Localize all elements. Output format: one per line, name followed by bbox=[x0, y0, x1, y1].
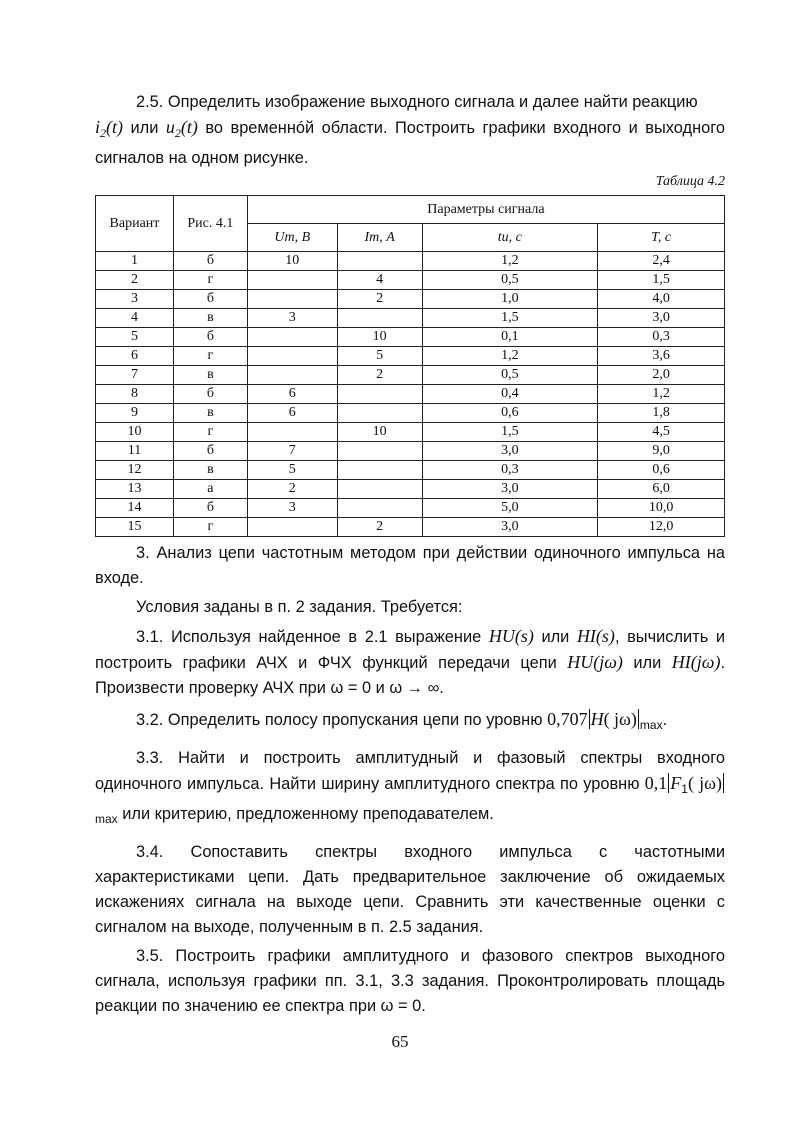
table-row bbox=[96, 347, 725, 366]
table-cell: б bbox=[173, 385, 247, 404]
table-cell bbox=[247, 271, 337, 290]
text: . Произвести проверку АЧХ при ω = 0 и ω → ∞. bbox=[95, 654, 726, 697]
formula-h: H bbox=[590, 709, 604, 729]
paragraph-3-2 bbox=[95, 707, 725, 738]
table-cell: 1,8 bbox=[598, 404, 725, 423]
abs-bar bbox=[638, 709, 639, 729]
table-row bbox=[96, 480, 725, 499]
table-cell: 5,0 bbox=[422, 499, 598, 518]
table-cell: 0,3 bbox=[422, 461, 598, 480]
table-cell bbox=[337, 309, 422, 328]
table-cell: 0,1 bbox=[422, 328, 598, 347]
table-cell bbox=[247, 423, 337, 442]
formula-hu-s: HU(s) bbox=[488, 626, 534, 646]
table-cell: 1 bbox=[96, 252, 174, 271]
table-cell: 3,6 bbox=[598, 347, 725, 366]
header-fig: Рис. 4.1 bbox=[173, 196, 247, 252]
table-cell: г bbox=[173, 347, 247, 366]
table-cell: в bbox=[173, 366, 247, 385]
level-value: 0,1 bbox=[644, 773, 668, 793]
table-cell: 0,6 bbox=[422, 404, 598, 423]
table-cell: б bbox=[173, 442, 247, 461]
table-row bbox=[96, 518, 725, 537]
table-cell: 1,2 bbox=[598, 385, 725, 404]
table-cell: 15 bbox=[96, 518, 174, 537]
table-cell bbox=[337, 252, 422, 271]
formula-hi-jw: HI(jω) bbox=[671, 652, 721, 672]
u2-symbol bbox=[165, 117, 198, 140]
table-cell: 2 bbox=[247, 480, 337, 499]
table-body bbox=[96, 252, 725, 537]
text: 3.2. Определить полосу пропускания цепи по уровню bbox=[136, 711, 543, 729]
paragraph-3-5: 3.5. Построить графики амплитудного и фазового спектров выходного сигнала, используя графики пп. 3.1, 3.3 задания. Проконтролировать площадь реакции по значению ее спектра при ω = 0. bbox=[95, 947, 725, 1015]
table-cell bbox=[247, 366, 337, 385]
u-sub: 2 bbox=[174, 126, 181, 140]
table-cell: 1,5 bbox=[422, 423, 598, 442]
table-cell: 0,3 bbox=[598, 328, 725, 347]
table-cell: г bbox=[173, 423, 247, 442]
table-row bbox=[96, 366, 725, 385]
table-cell: 12,0 bbox=[598, 518, 725, 537]
page-number: 65 bbox=[391, 1032, 409, 1051]
table-cell: 6 bbox=[247, 404, 337, 423]
text: 2.5. Определить изображение выходного сигнала и далее найти реакцию bbox=[136, 93, 698, 111]
table-row bbox=[96, 404, 725, 423]
header-params: Параметры сигнала bbox=[247, 196, 724, 224]
table-cell: в bbox=[173, 309, 247, 328]
table-cell: 3,0 bbox=[422, 518, 598, 537]
text: или критерию, предложенному преподавателем. bbox=[122, 805, 494, 823]
formula-arg: ( jω) bbox=[687, 773, 722, 793]
table-row bbox=[96, 290, 725, 309]
table-cell: 3,0 bbox=[422, 480, 598, 499]
table-cell: 3 bbox=[96, 290, 174, 309]
table-cell bbox=[337, 499, 422, 518]
table-row bbox=[96, 328, 725, 347]
table-cell: 1,0 bbox=[422, 290, 598, 309]
table-cell bbox=[247, 347, 337, 366]
table-cell bbox=[337, 385, 422, 404]
formula-hu-jw: HU(jω) bbox=[567, 652, 623, 672]
header-im: Im, А bbox=[337, 224, 422, 252]
header-t: T, с bbox=[598, 224, 725, 252]
formula-f: F bbox=[670, 773, 682, 793]
table-row bbox=[96, 309, 725, 328]
table-cell: 4,0 bbox=[598, 290, 725, 309]
table-cell: 2 bbox=[337, 366, 422, 385]
table-cell: 4 bbox=[96, 309, 174, 328]
table-cell: 0,6 bbox=[598, 461, 725, 480]
table-cell: 6 bbox=[247, 385, 337, 404]
table-cell bbox=[337, 480, 422, 499]
paragraph-3-3 bbox=[95, 746, 725, 832]
table-cell bbox=[247, 290, 337, 309]
table-cell: 13 bbox=[96, 480, 174, 499]
i-sub: 2 bbox=[100, 126, 107, 140]
u-sym: u bbox=[165, 117, 175, 137]
table-cell: 1,2 bbox=[422, 252, 598, 271]
table-cell: г bbox=[173, 518, 247, 537]
text: , вычислить и построить графики АЧХ и ФЧХ функций передачи цепи bbox=[95, 628, 725, 672]
or-word: или bbox=[130, 119, 159, 137]
table-row bbox=[96, 499, 725, 518]
paragraph-conditions: Условия заданы в п. 2 задания. Требуется: bbox=[136, 598, 463, 616]
table-cell: б bbox=[173, 499, 247, 518]
table-row bbox=[96, 461, 725, 480]
table-cell: 3 bbox=[247, 499, 337, 518]
table-cell: 10 bbox=[96, 423, 174, 442]
table-cell: 6 bbox=[96, 347, 174, 366]
table-cell: 4 bbox=[337, 271, 422, 290]
or-word: или bbox=[541, 628, 570, 646]
table-cell: 5 bbox=[247, 461, 337, 480]
table-cell: 3 bbox=[247, 309, 337, 328]
paragraph-3-4: 3.4. Сопоставить спектры входного импульса с частотными характеристиками цепи. Дать предварительное заключение об ожидаемых искажениях сигнала на выходе цепи. Сравнить эти качественные оценки с сигналом на выходе, полученным в п. 2.5 задания. bbox=[95, 843, 725, 936]
table-cell: 4,5 bbox=[598, 423, 725, 442]
params-table bbox=[95, 195, 725, 537]
table-cell: 1,2 bbox=[422, 347, 598, 366]
u-arg: (t) bbox=[180, 117, 198, 137]
table-cell bbox=[337, 404, 422, 423]
table-cell: 10 bbox=[337, 423, 422, 442]
i2-symbol bbox=[95, 117, 124, 140]
level-value: 0,707 bbox=[547, 709, 588, 729]
table-cell: 3,0 bbox=[598, 309, 725, 328]
table-cell: 7 bbox=[96, 366, 174, 385]
table-row bbox=[96, 385, 725, 404]
table-cell: 2,0 bbox=[598, 366, 725, 385]
table-cell: а bbox=[173, 480, 247, 499]
abs-bar bbox=[589, 709, 590, 729]
table-cell: 11 bbox=[96, 442, 174, 461]
table-cell: в bbox=[173, 461, 247, 480]
page-content bbox=[95, 90, 725, 1019]
paragraph-2-5 bbox=[95, 90, 725, 171]
table-cell bbox=[337, 461, 422, 480]
table-cell: 2,4 bbox=[598, 252, 725, 271]
max-sub: max bbox=[639, 718, 663, 732]
table-cell: 7 bbox=[247, 442, 337, 461]
header-variant: Вариант bbox=[96, 196, 174, 252]
table-cell: 3,0 bbox=[422, 442, 598, 461]
table-row bbox=[96, 423, 725, 442]
t-arg: (t) bbox=[106, 117, 124, 137]
table-cell: 6,0 bbox=[598, 480, 725, 499]
paragraph-3: 3. Анализ цепи частотным методом при действии одиночного импульса на входе. bbox=[95, 544, 725, 587]
table-cell: б bbox=[173, 328, 247, 347]
table-cell bbox=[337, 442, 422, 461]
table-cell: 0,5 bbox=[422, 366, 598, 385]
table-row bbox=[96, 271, 725, 290]
i-sym: i bbox=[95, 117, 101, 137]
table-cell: 1,5 bbox=[422, 309, 598, 328]
formula-hi-s: HI(s) bbox=[576, 626, 615, 646]
table-cell: 2 bbox=[337, 290, 422, 309]
table-cell: б bbox=[173, 252, 247, 271]
table-cell: 2 bbox=[337, 518, 422, 537]
table-cell: 5 bbox=[337, 347, 422, 366]
table-cell: 0,4 bbox=[422, 385, 598, 404]
table-cell: 9 bbox=[96, 404, 174, 423]
header-um: Um, В bbox=[247, 224, 337, 252]
table-cell: 12 bbox=[96, 461, 174, 480]
table-cell: в bbox=[173, 404, 247, 423]
text: во временнóй области. Построить графики входного и выходного сигналов на одном рисунке. bbox=[95, 119, 725, 167]
table-row bbox=[96, 442, 725, 461]
paragraph-3-1 bbox=[95, 624, 725, 701]
table-cell: 0,5 bbox=[422, 271, 598, 290]
table-cell: 5 bbox=[96, 328, 174, 347]
table-cell: 10,0 bbox=[598, 499, 725, 518]
table-cell: 10 bbox=[337, 328, 422, 347]
formula-arg: ( jω) bbox=[603, 709, 637, 729]
header-tu: tи, с bbox=[422, 224, 598, 252]
table-cell: 1,5 bbox=[598, 271, 725, 290]
or-word: или bbox=[633, 654, 662, 672]
table-cell bbox=[247, 518, 337, 537]
period: . bbox=[662, 711, 668, 729]
table-cell: 9,0 bbox=[598, 442, 725, 461]
table-cell bbox=[247, 328, 337, 347]
max-sub: max bbox=[95, 812, 118, 826]
table-cell: 8 bbox=[96, 385, 174, 404]
table-cell: б bbox=[173, 290, 247, 309]
text: 3.3. Найти и построить амплитудный и фазовый спектры входного одиночного импульса. Найти ширину амплитудного спектра по уровню bbox=[95, 749, 725, 793]
table-cell: г bbox=[173, 271, 247, 290]
text: 3.1. Используя найденное в 2.1 выражение bbox=[136, 628, 482, 646]
table-caption: Таблица 4.2 bbox=[655, 174, 725, 189]
table-cell: 10 bbox=[247, 252, 337, 271]
table-cell: 14 bbox=[96, 499, 174, 518]
f-sub: 1 bbox=[681, 782, 688, 796]
table-cell: 2 bbox=[96, 271, 174, 290]
table-row bbox=[96, 252, 725, 271]
abs-bar bbox=[723, 773, 724, 793]
